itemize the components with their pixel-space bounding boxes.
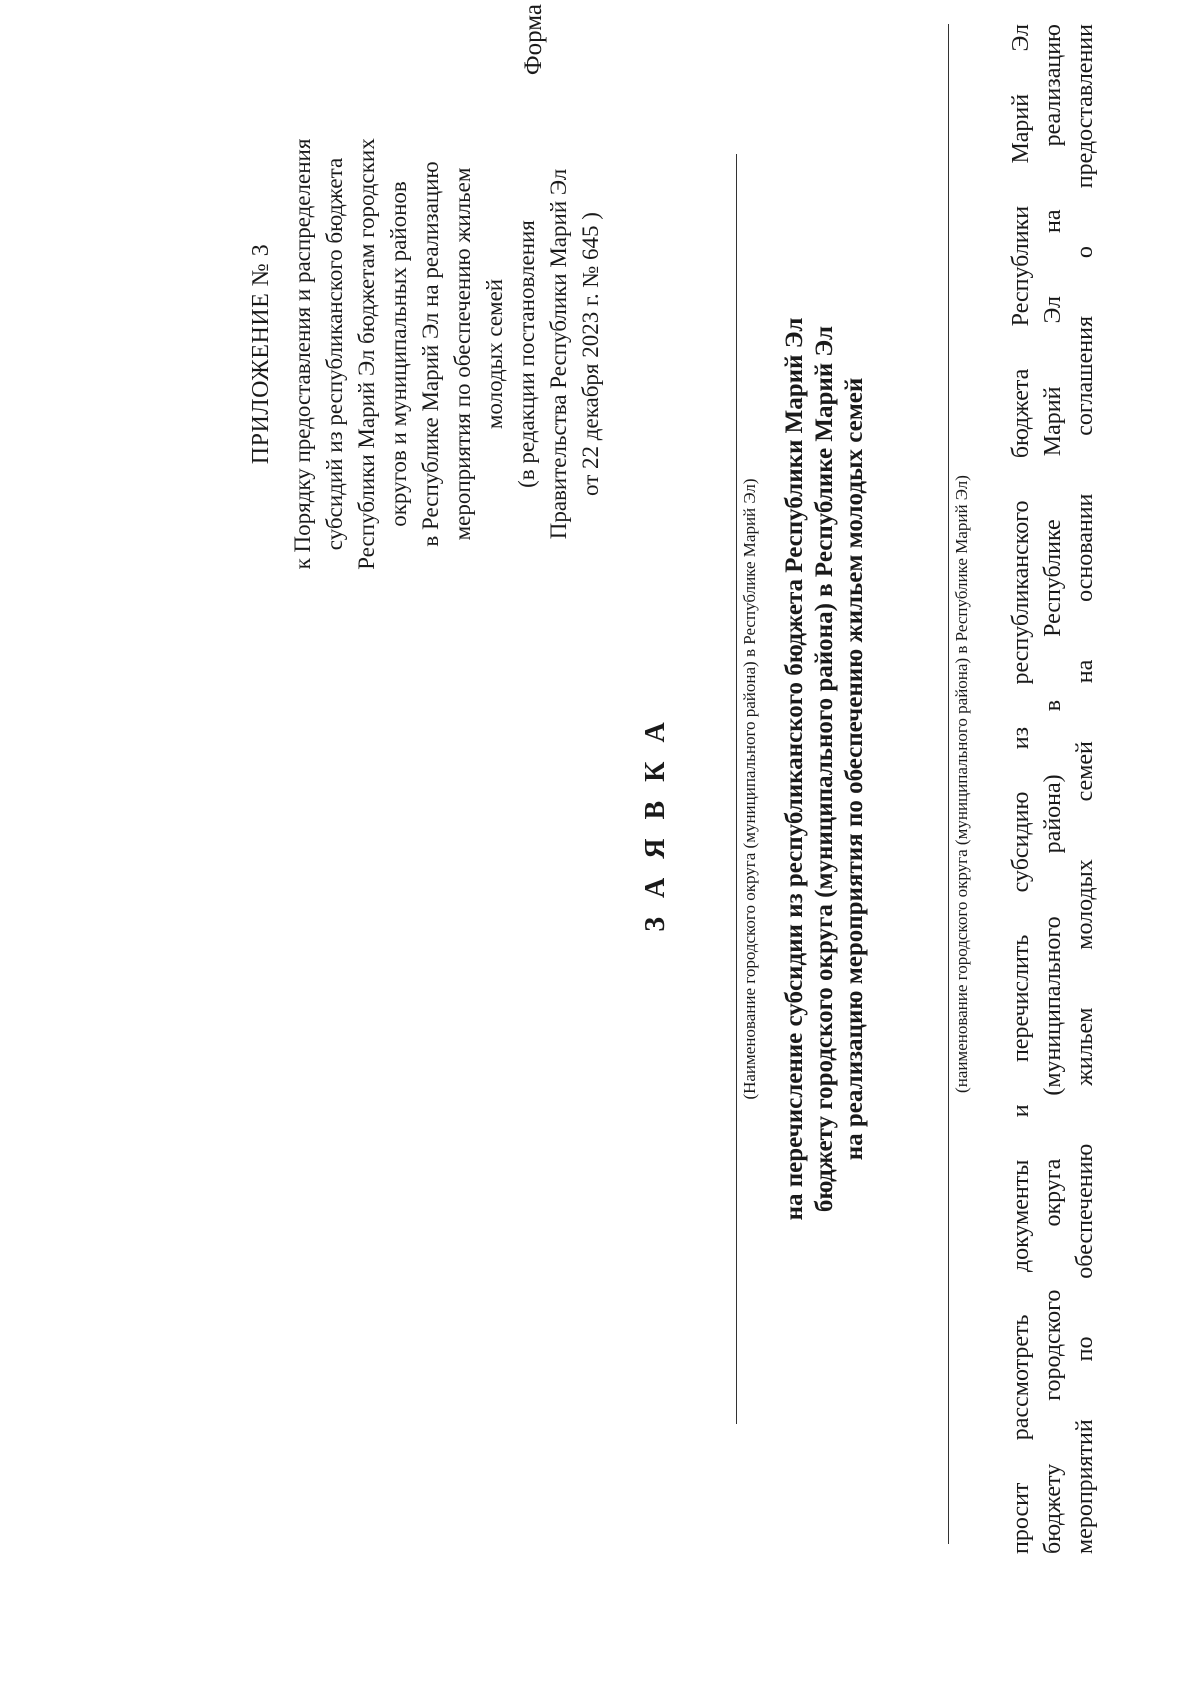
appendix-line: от 22 декабря 2023 г. № 645 )	[578, 212, 603, 496]
appendix-line: округов и муниципальных районов	[386, 181, 411, 527]
fill-in-caption: (наименование городского округа (муниципального района) в Республике Марий Эл)	[952, 475, 971, 1093]
appendix-header	[245, 44, 607, 664]
appendix-line: Правительства Республики Марий Эл	[546, 168, 571, 540]
appendix-line: к Порядку предоставления и распределения	[290, 138, 315, 570]
appendix-line: молодых семей	[482, 278, 507, 430]
form-label: Форма	[520, 4, 547, 76]
appendix-line: мероприятия по обеспечению жильем	[450, 167, 475, 541]
appendix-line: (в редакции постановления	[514, 220, 539, 488]
purpose-line: на перечисление субсидии из республиканского бюджета Республики Марий Эл	[781, 317, 808, 1221]
appendix-line: субсидий из республиканского бюджета	[322, 157, 347, 551]
body-line: мероприятий по обеспечению жильем молодых семей на основании соглашения о предоставлении	[1072, 24, 1098, 1554]
body-line: просит рассмотреть документы и перечислить субсидию из республиканского бюджета Республики Марий Эл	[1008, 24, 1034, 1554]
document-title: З А Я В К А	[640, 716, 671, 932]
purpose-line: бюджету городского округа (муниципального района) в Республике Марий Эл	[811, 325, 838, 1213]
fill-in-caption: (Наименование городского округа (муниципального района) в Республике Марий Эл)	[740, 478, 759, 1100]
purpose-line: на реализацию мероприятия по обеспечению жильем молодых семей	[841, 377, 868, 1161]
appendix-line: в Республике Марий Эл на реализацию	[418, 161, 443, 547]
body-paragraph	[1005, 24, 1101, 1554]
fill-in-line	[948, 24, 949, 1544]
appendix-title: ПРИЛОЖЕНИЕ № 3	[248, 243, 274, 465]
purpose-heading	[780, 44, 870, 1494]
fill-in-line	[736, 154, 737, 1424]
appendix-line: Республики Марий Эл бюджетам городских	[354, 138, 379, 570]
body-line: бюджету городского округа (муниципального района) в Республике Марий Эл на реализацию	[1040, 24, 1066, 1554]
